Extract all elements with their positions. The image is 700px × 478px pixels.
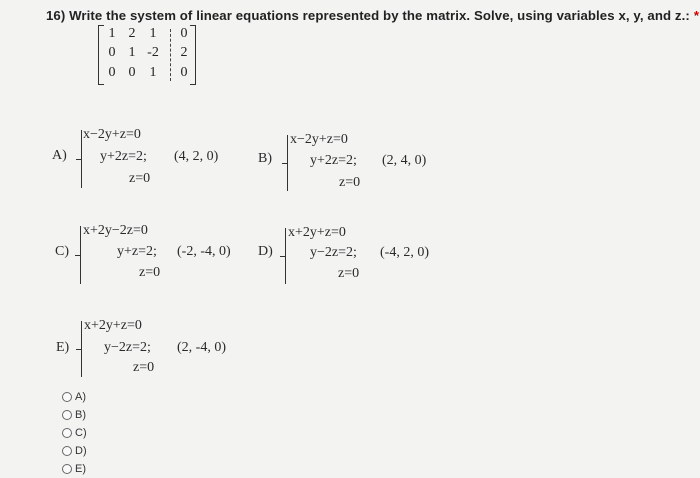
equation-1: x+2y+z=0: [84, 318, 142, 333]
choice-label: D): [75, 445, 87, 457]
equation-3: z=0: [139, 265, 161, 280]
choice-a[interactable]: [62, 388, 87, 406]
equation-2: y+z=2;: [117, 244, 157, 259]
system-brace: [287, 135, 288, 191]
augmented-matrix: [98, 25, 196, 85]
solution: (-2, -4, 0): [177, 244, 231, 259]
matrix-cell: 0: [128, 65, 136, 80]
radio-button[interactable]: [62, 392, 72, 402]
equation-3: z=0: [339, 175, 361, 190]
option-c-system: [55, 222, 255, 288]
equation-1: x+2y+z=0: [288, 225, 346, 240]
choice-label: C): [75, 427, 87, 439]
matrix-cell: 2: [128, 26, 136, 41]
system-brace: [285, 228, 286, 284]
radio-button[interactable]: [62, 464, 72, 474]
matrix-cell: 1: [128, 45, 136, 60]
option-b-system: [258, 131, 448, 197]
choice-e[interactable]: [62, 460, 87, 478]
equation-2: y+2z=2;: [310, 153, 357, 168]
option-label: B): [258, 151, 272, 166]
matrix-cell: 0: [180, 65, 188, 80]
option-e-system: [56, 316, 246, 382]
matrix-cell: 1: [108, 26, 116, 41]
choice-label: B): [75, 409, 86, 421]
equation-1: x−2y+z=0: [83, 127, 141, 142]
choice-label: E): [75, 463, 86, 475]
matrix-augment-separator: [170, 29, 171, 81]
solution: (4, 2, 0): [174, 149, 219, 164]
choice-b[interactable]: [62, 406, 87, 424]
solution: (2, 4, 0): [382, 153, 427, 168]
equation-1: x+2y−2z=0: [83, 223, 148, 238]
matrix-cell: 0: [108, 45, 116, 60]
equation-2: y−2z=2;: [104, 340, 151, 355]
solution: (-4, 2, 0): [380, 245, 429, 260]
equation-2: y−2z=2;: [310, 245, 357, 260]
equation-3: z=0: [129, 171, 151, 186]
question-text: 16) Write the system of linear equations represented by the matrix. Solve, using variables x, y, and z.:: [46, 8, 690, 23]
option-label: C): [55, 244, 69, 259]
matrix-cell: -2: [147, 45, 159, 60]
radio-button[interactable]: [62, 446, 72, 456]
solution: (2, -4, 0): [177, 340, 226, 355]
equation-2: y+2z=2;: [100, 149, 147, 164]
system-brace: [80, 226, 81, 284]
required-marker: *: [693, 8, 700, 23]
equation-3: z=0: [133, 360, 155, 375]
radio-button[interactable]: [62, 410, 72, 420]
option-label: D): [258, 244, 273, 259]
option-a-system: [52, 126, 242, 192]
equation-1: x−2y+z=0: [290, 132, 348, 147]
option-d-system: [258, 224, 448, 290]
choice-c[interactable]: [62, 424, 87, 442]
system-brace: [81, 321, 82, 377]
choice-d[interactable]: [62, 442, 87, 460]
answer-choices: [62, 388, 87, 478]
matrix-cell: 1: [149, 65, 157, 80]
question-title: [46, 8, 699, 23]
system-brace: [81, 130, 82, 188]
matrix-cell: 2: [180, 45, 188, 60]
equation-3: z=0: [338, 266, 360, 281]
option-label: A): [52, 148, 67, 163]
option-label: E): [56, 340, 70, 355]
radio-button[interactable]: [62, 428, 72, 438]
choice-label: A): [75, 391, 86, 403]
matrix-cell: 0: [180, 26, 188, 41]
matrix-cell: 1: [149, 26, 157, 41]
matrix-cell: 0: [108, 65, 116, 80]
